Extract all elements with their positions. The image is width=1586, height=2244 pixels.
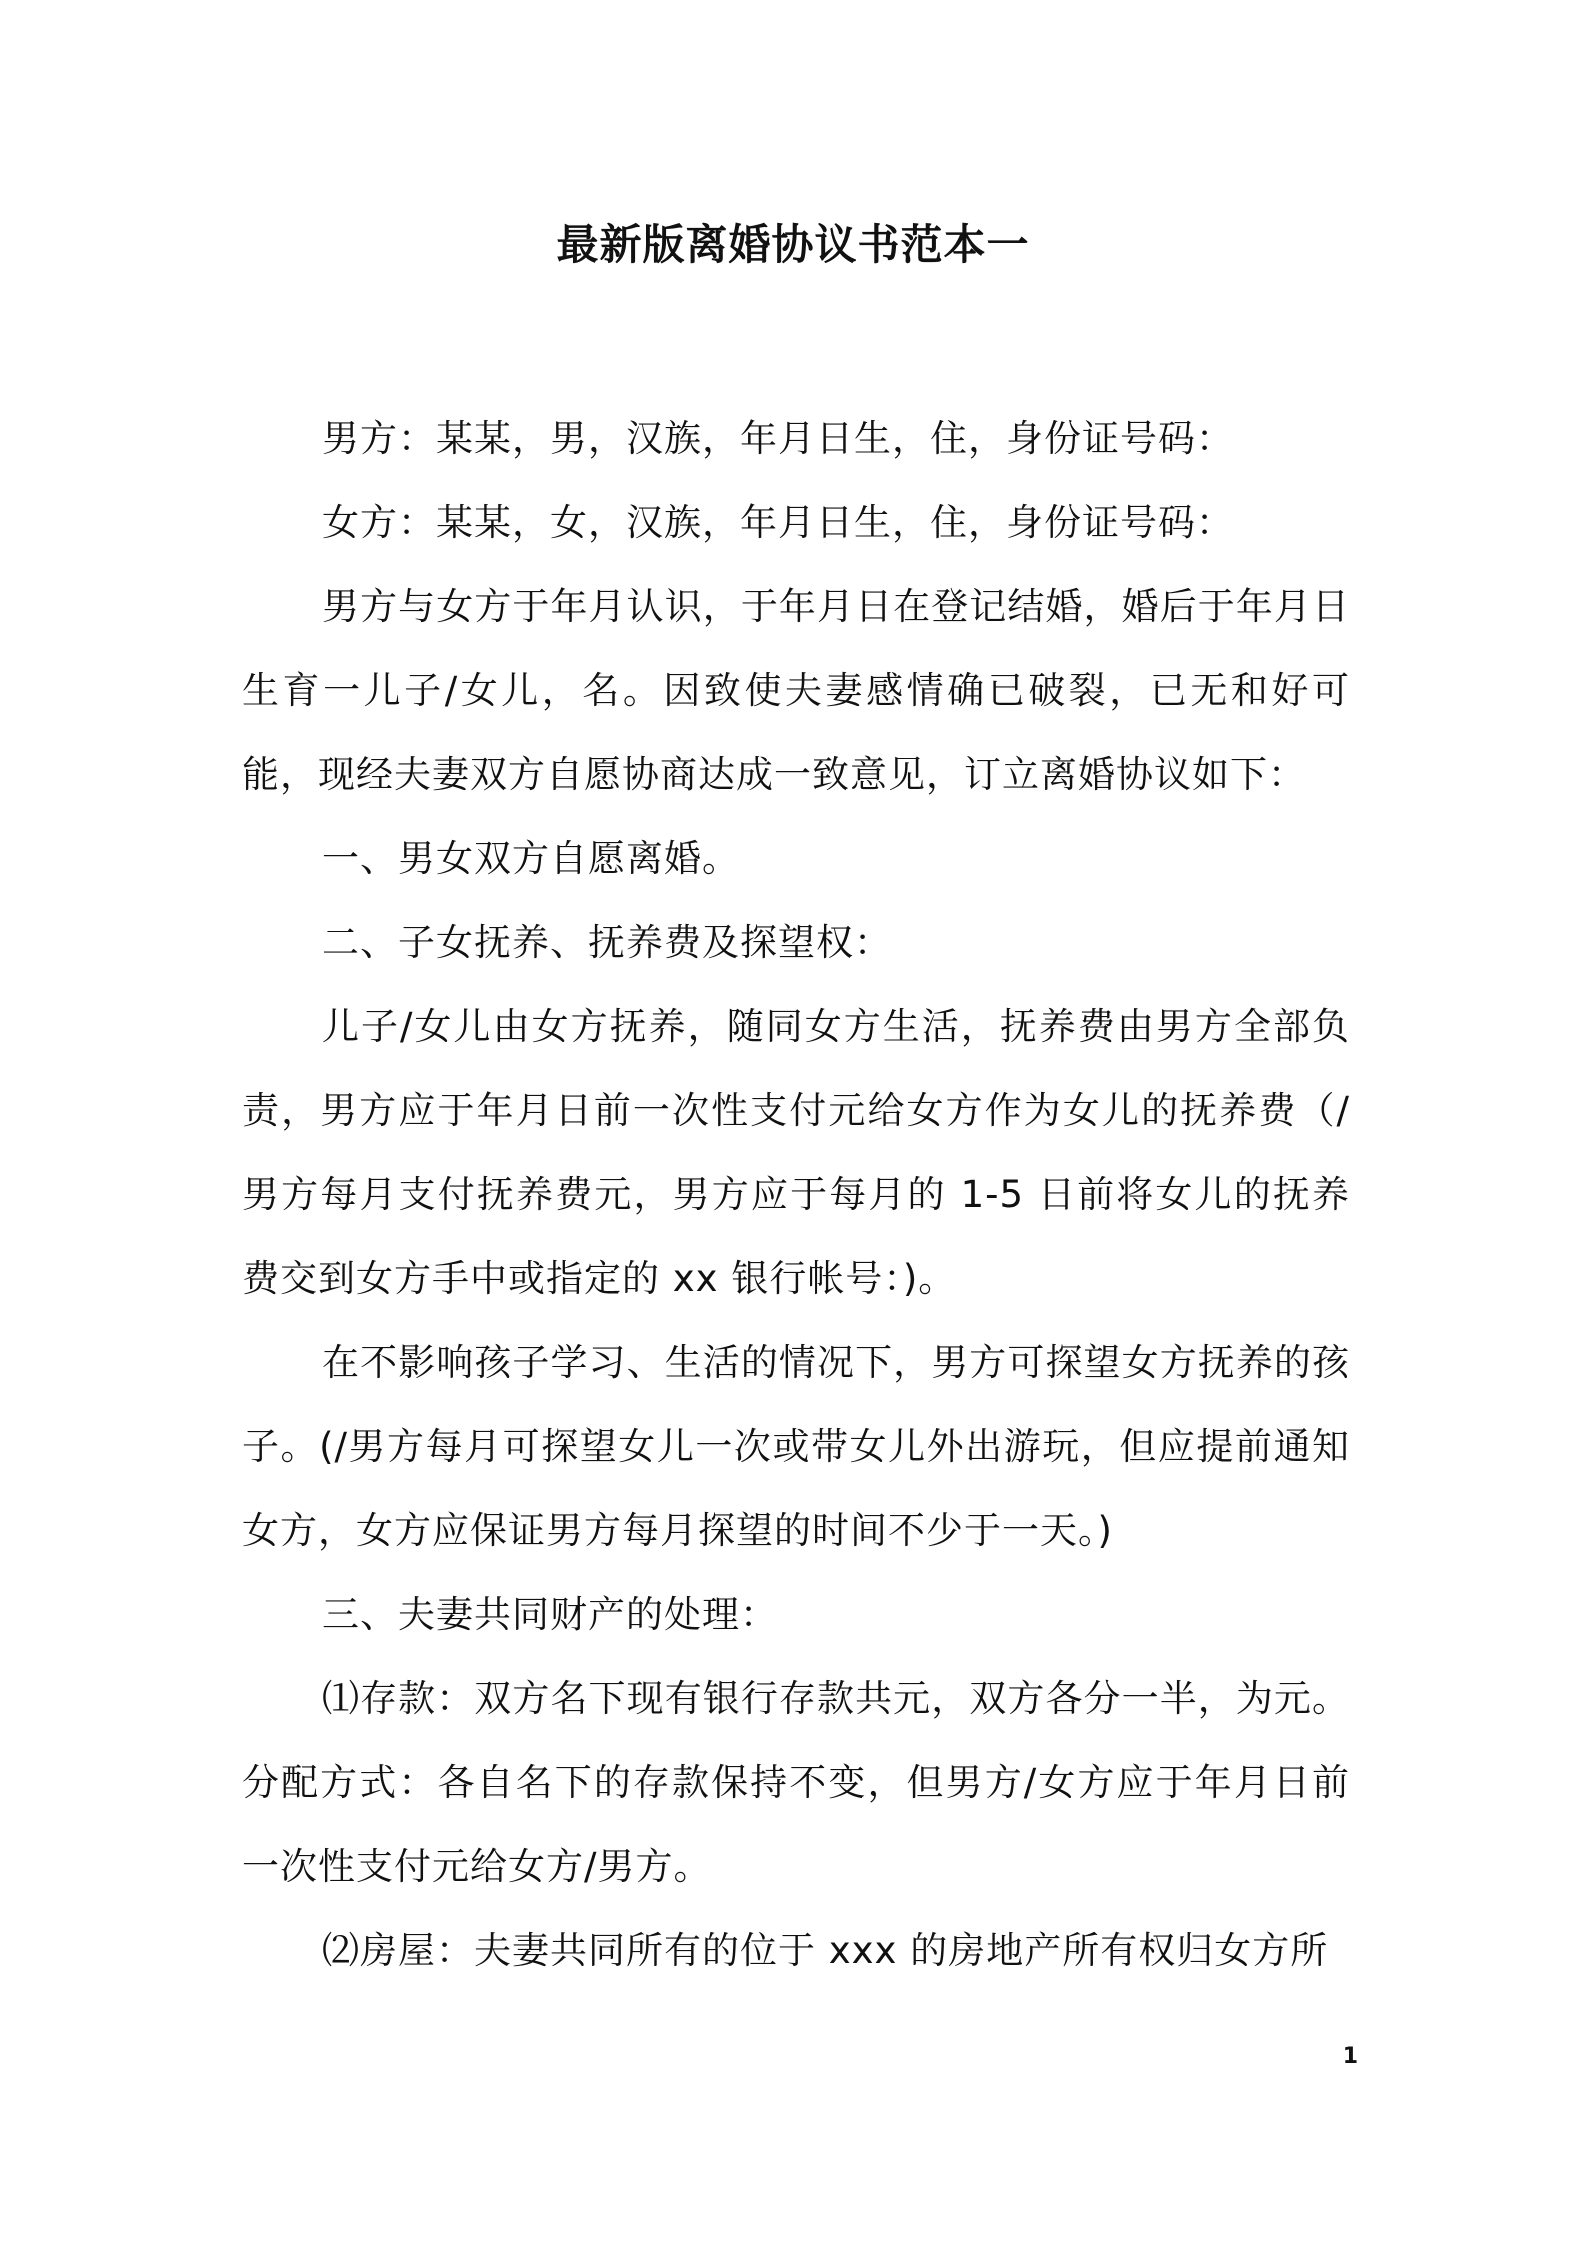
paragraph-marriage-background: 男方与女方于年月认识，于年月日在登记结婚，婚后于年月日生育一儿子/女儿，名。因致使夫妻感情确已破裂，已无和好可能，现经夫妻双方自愿协商达成一致意见，订立离婚协议如下：: [242, 585, 1350, 796]
paragraph-clause-one: 一、男女双方自愿离婚。: [322, 837, 740, 880]
paragraph-house: ⑵房屋：夫妻共同所有的位于 xxx 的房地产所有权归女方所: [322, 1929, 1329, 1972]
paragraph-clause-two-heading: 二、子女抚养、抚养费及探望权：: [322, 921, 892, 964]
paragraph-savings: ⑴存款：双方名下现有银行存款共元，双方各分一半，为元。分配方式：各自名下的存款保持不变，但男方/女方应于年月日前一次性支付元给女方/男方。: [242, 1677, 1350, 1888]
paragraph-female-party: 女方：某某，女，汉族，年月日生，住，身份证号码：: [322, 501, 1234, 544]
paragraph-child-support: 儿子/女儿由女方抚养，随同女方生活，抚养费由男方全部负责，男方应于年月日前一次性支付元给女方作为女儿的抚养费（/男方每月支付抚养费元，男方应于每月的 1-5 日前将女儿的抚养费交到女方手中或指定的 xx 银行帐号：)。: [242, 1005, 1350, 1300]
paragraph-male-party: 男方：某某，男，汉族，年月日生，住，身份证号码：: [322, 417, 1234, 460]
document-body: [242, 397, 1350, 1993]
paragraph-clause-three-heading: 三、夫妻共同财产的处理：: [322, 1593, 778, 1636]
paragraph-visitation: 在不影响孩子学习、生活的情况下，男方可探望女方抚养的孩子。(/男方每月可探望女儿一次或带女儿外出游玩，但应提前通知女方，女方应保证男方每月探望的时间不少于一天。): [242, 1341, 1350, 1552]
page-number: 1: [1342, 2044, 1358, 2069]
document-title: 最新版离婚协议书范本一: [556, 220, 1030, 269]
